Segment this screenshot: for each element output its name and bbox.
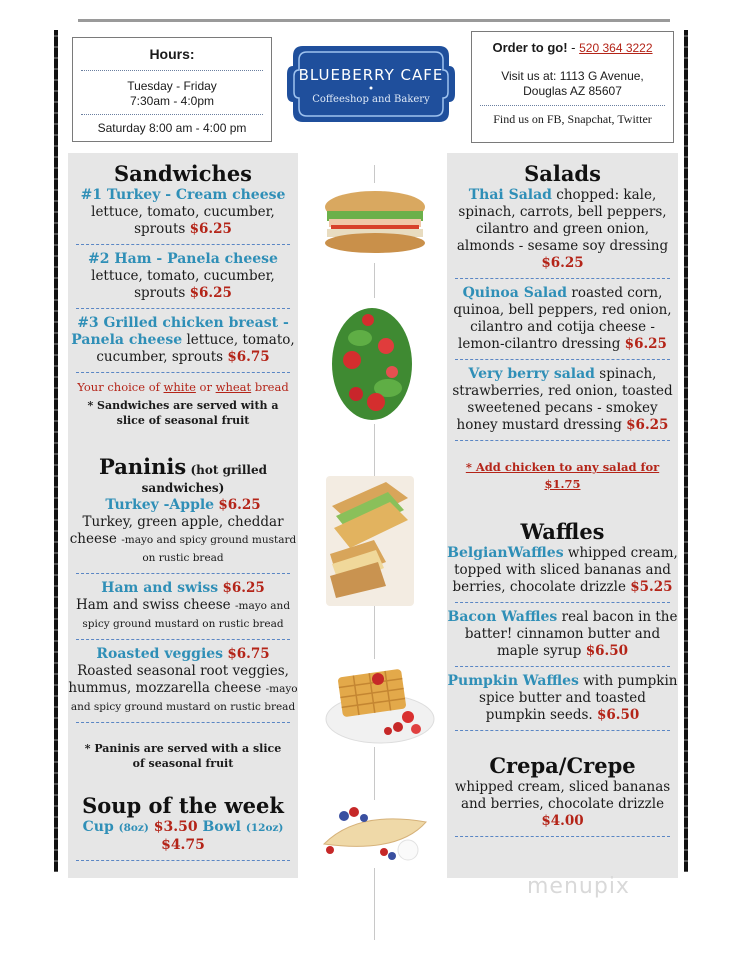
waffle-photo — [322, 659, 438, 747]
logo-tagline: Coffeeshop and Bakery — [312, 94, 430, 105]
order-dash: - — [567, 40, 580, 55]
sandwich-item — [68, 251, 298, 302]
salad-item — [447, 366, 678, 434]
soup-prices: Cup (8oz) $3.50 Bowl (12oz) $4.75 — [82, 819, 284, 853]
weekday-days: Tuesday - Friday — [127, 79, 217, 93]
soup-heading: Soup of the week — [82, 793, 284, 818]
item-desc: Roasted seasonal root veggies, hummus, mozzarella cheese — [68, 663, 289, 696]
item-desc: roasted corn, quinoa, bell peppers, red onion, cilantro and cotija cheese - lemon-cilantro dressing — [453, 285, 672, 352]
crepe-photo — [318, 800, 434, 868]
item-price: $6.25 — [189, 221, 232, 237]
item-desc-small: -mayo and spicy ground mustard on rustic bread — [70, 683, 298, 713]
item-name: Roasted veggies — [96, 646, 224, 662]
item-name: #2 Ham - Panela cheese — [88, 251, 278, 267]
item-desc: lettuce, tomato, cucumber, sprouts — [91, 268, 275, 301]
item-price: $6.50 — [597, 707, 640, 723]
sandwich-photo — [319, 183, 431, 263]
sandwiches-heading: Sandwiches — [113, 161, 253, 186]
left-column — [68, 161, 298, 867]
item-name: BelgianWaffles — [447, 545, 564, 561]
paninis-heading: Paninis — [99, 454, 187, 479]
item-name: Ham and swiss — [101, 580, 219, 596]
waffle-item — [447, 609, 678, 660]
item-desc: real bacon in the batter! cinnamon butter and maple syrup — [464, 609, 678, 659]
item-price: $6.50 — [585, 643, 628, 659]
item-name: Very berry salad — [468, 366, 595, 382]
panini-photo — [326, 476, 414, 606]
crepe-heading: Crepa/Crepe — [489, 753, 636, 778]
top-rule — [78, 19, 670, 22]
address-line-2: Douglas AZ 85607 — [523, 84, 622, 98]
item-price: $6.25 — [218, 497, 261, 513]
item-price: $6.25 — [541, 255, 584, 271]
watermark: menupix — [527, 874, 630, 899]
item-name: #1 Turkey - Cream cheese — [80, 187, 286, 203]
item-price: $6.25 — [624, 336, 667, 352]
blueberry-cafe-logo — [283, 36, 459, 132]
social-text: Find us on FB, Snapchat, Twitter — [493, 112, 652, 126]
hours-box — [72, 37, 272, 142]
item-name: Turkey -Apple — [105, 497, 215, 513]
hours-title: Hours: — [149, 46, 195, 62]
right-column — [447, 161, 678, 843]
item-price: $6.25 — [626, 417, 669, 433]
item-desc: Turkey, green apple, cheddar cheese — [69, 514, 284, 547]
order-box — [471, 31, 674, 143]
panini-note: * Paninis are served with a slice of seasonal fruit — [84, 742, 282, 770]
panini-item — [68, 497, 298, 567]
address-line-1: Visit us at: 1113 G Avenue, — [501, 69, 644, 83]
crepe-desc: whipped cream, sliced bananas and berries, chocolate drizzle — [454, 779, 671, 812]
item-name: Quinoa Salad — [462, 285, 568, 301]
saturday-hours: Saturday 8:00 am - 4:00 pm — [97, 121, 247, 135]
paninis-heading-block — [68, 454, 298, 497]
crepe-price: $4.00 — [541, 813, 584, 829]
order-phone-link[interactable]: 520 364 3222 — [579, 41, 653, 55]
item-desc: Ham and swiss cheese — [75, 597, 231, 613]
item-name: Bacon Waffles — [447, 609, 558, 625]
waffle-item — [447, 673, 678, 724]
item-price: $6.75 — [227, 349, 270, 365]
left-border — [54, 30, 58, 872]
item-price: $5.25 — [630, 579, 673, 595]
order-label: Order to go! — [492, 40, 568, 55]
item-price: $6.25 — [189, 285, 232, 301]
item-desc: with pumpkin spice butter and toasted pumpkin seeds. — [479, 673, 678, 723]
item-name: Thai Salad — [468, 187, 552, 203]
item-name: Pumpkin Waffles — [447, 673, 579, 689]
sandwich-note: * Sandwiches are served with a slice of seasonal fruit — [87, 399, 279, 427]
item-price: $6.25 — [222, 580, 265, 596]
panini-item — [68, 646, 298, 716]
bread-choice: Your choice of white or wheat bread — [77, 380, 289, 394]
item-desc-small: -mayo and spicy ground mustard on rustic bread — [121, 534, 297, 564]
logo-name: BLUEBERRY CAFE — [298, 66, 444, 84]
waffle-item — [447, 545, 678, 596]
item-price: $6.75 — [227, 646, 270, 662]
item-name: #3 Grilled chicken breast - Panela cheese — [71, 315, 289, 348]
item-desc: lettuce, tomato, cucumber, sprouts — [96, 332, 295, 365]
item-desc: chopped: kale, spinach, carrots, bell peppers, cilantro and green onion, almonds - sesame soy dressing — [456, 187, 669, 254]
paninis-subheading: (hot grilled sandwiches) — [141, 463, 267, 495]
item-desc: lettuce, tomato, cucumber, sprouts — [91, 204, 275, 237]
item-desc: spinach, strawberries, red onion, toasted sweetened pecans - smokey honey mustard dressing — [452, 366, 673, 433]
item-desc-small: -mayo and spicy ground mustard on rustic bread — [82, 600, 291, 630]
panini-item — [68, 580, 298, 633]
salads-heading: Salads — [524, 161, 601, 186]
sandwich-item — [68, 187, 298, 238]
waffles-heading: Waffles — [520, 519, 605, 544]
salad-addon: * Add chicken to any salad for $1.75 — [465, 460, 660, 491]
salad-item — [447, 187, 678, 272]
salad-item — [447, 285, 678, 353]
weekday-time: 7:30am - 4:0pm — [129, 94, 215, 108]
right-border — [684, 30, 688, 872]
item-desc: whipped cream, topped with sliced bananas and berries, chocolate drizzle — [452, 545, 678, 595]
berry-salad-photo — [330, 298, 414, 424]
sandwich-item — [68, 315, 298, 366]
